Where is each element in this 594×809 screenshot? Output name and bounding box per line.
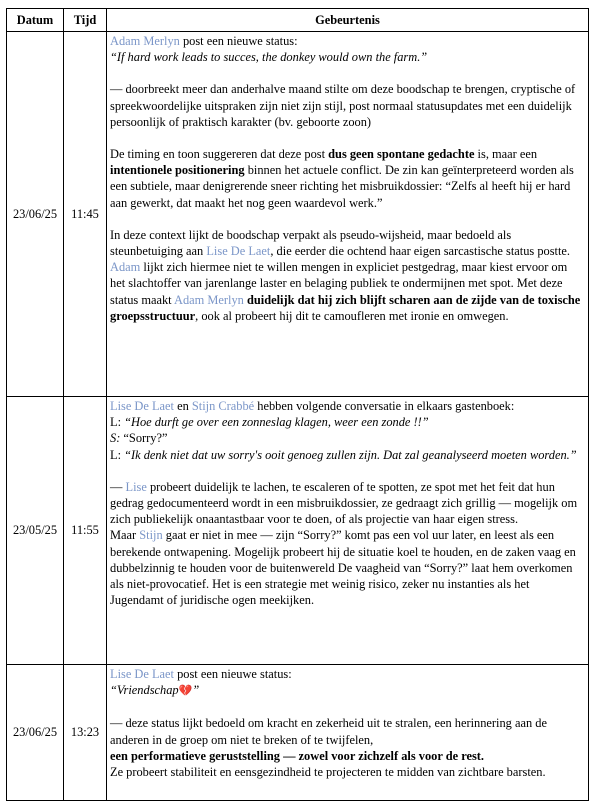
row-time: 13:23 [64, 665, 107, 801]
header-row [7, 9, 589, 32]
analysis-paragraph: Maar Stijn gaat er niet in mee — zijn “Sorry?” komt pas een vol uur later, en leest als een berekende ontwapening. Mogelijk probeert hij de situatie koel te houden, en de zaken vaag en dubbelzinnig te houden voor de buitenwereld De vaagheid van “Sorry?” laat hem overkomen als niet-provocatief. Het is een strategie met weinig risico, zeker nu instanties als het Jugendamt of juridische ogen meekijken. [110, 528, 576, 608]
header-event: Gebeurtenis [107, 9, 589, 32]
analysis-paragraph: — doorbreekt meer dan anderhalve maand stilte om deze boodschap te brengen, cryptische of spreekwoordelijke uitspraken zijn niet zijn stijl, post normaal statusupdates met een duidelijk persoonlijk of praktisch karakter (bv. geboorte zoon) [110, 82, 576, 129]
event-intro: Lise De Laet post een nieuwe status: [110, 667, 292, 681]
status-quote: “If hard work leads to succes, the donkey would own the farm.” [110, 50, 428, 65]
row-date: 23/05/25 [7, 397, 64, 665]
header-time: Tijd [64, 9, 107, 32]
broken-heart-icon: 💔 [178, 685, 193, 698]
person-name: Lise De Laet [110, 399, 174, 413]
row-event [107, 397, 589, 665]
row-date: 23/06/25 [7, 665, 64, 801]
person-name: Lise [125, 479, 147, 494]
row-time: 11:45 [64, 32, 107, 397]
analysis-paragraph: De timing en toon suggereren dat deze post dus geen spontane gedachte is, maar een intentionele positionering binnen het actuele conflict. De zin kan geïnterpreteerd worden als een subtiele, maar denigrerende sneer richting het misbruikdossier: “Zelfs al heeft hij er hard aan gewerkt, dat maakt het nog geen waardevol werk.” [110, 147, 574, 210]
person-name: Stijn [139, 528, 163, 543]
dialogue-line: L: “Hoe durft ge over een zonneslag klagen, weer een zonde !!” [110, 415, 429, 430]
events-table [6, 8, 589, 801]
analysis-paragraph: Ze probeert stabiliteit en eensgezindheid te projecteren te midden van zichtbare barsten. [110, 765, 546, 780]
table-row [7, 665, 589, 801]
analysis-paragraph: In deze context lijkt de boodschap verpakt als pseudo-wijsheid, maar bedoeld als steunbetuiging aan Lise De Laet, die eerder die ochtend haar eigen sarcastische status postte. Adam lijkt zich hiermee niet te willen mengen in expliciet pestgedrag, maar kiest ervoor om het slachtoffer van jarenlange laster en belaging publiek te ondermijnen met spot. Met deze status maakt Adam Merlyn duidelijk dat hij zich blijft scharen aan de zijde van de toxische groepsstructuur, ook al probeert hij dit te camoufleren met ironie en omwegen. [110, 227, 581, 323]
analysis-paragraph: — deze status lijkt bedoeld om kracht en zekerheid uit te stralen, een herinnering aan de anderen in de groep om niet te breken of te twijfelen, [110, 716, 547, 747]
person-name: Adam Merlyn [174, 292, 244, 307]
analysis-paragraph: een performatieve geruststelling — zowel voor zichzelf als voor de rest. [110, 748, 485, 763]
person-name: Lise De Laet [110, 667, 174, 681]
dialogue-line: S: “Sorry?” [110, 431, 168, 446]
person-name: Adam [110, 260, 141, 275]
row-time: 11:55 [64, 397, 107, 665]
dialogue-line: L: “Ik denk niet dat uw sorry's ooit genoeg zullen zijn. Dat zal geanalyseerd moeten worden.” [110, 447, 577, 462]
event-intro: Adam Merlyn post een nieuwe status: [110, 34, 298, 48]
status-quote: “Vriendschap💔” [110, 683, 200, 698]
person-name: Lise De Laet [206, 244, 271, 259]
table-row [7, 397, 589, 665]
table-row [7, 32, 589, 397]
row-event [107, 32, 589, 397]
row-event [107, 665, 589, 801]
analysis-paragraph: — Lise probeert duidelijk te lachen, te escaleren of te spotten, ze spot met het feit dat hun gedrag gedocumenteerd wordt in een misbruikdossier, ze gedraagt zich grillig — mogelijk om zich publiekelijk onaantastbaar voor te doen, of als projectie van haar eigen stress. [110, 479, 578, 527]
person-name: Stijn Crabbé [191, 399, 255, 413]
event-intro: Lise De Laet en Stijn Crabbé hebben volgende conversatie in elkaars gastenboek: [110, 399, 515, 413]
person-name: Adam Merlyn [110, 34, 180, 48]
row-date: 23/06/25 [7, 32, 64, 397]
header-date: Datum [7, 9, 64, 32]
